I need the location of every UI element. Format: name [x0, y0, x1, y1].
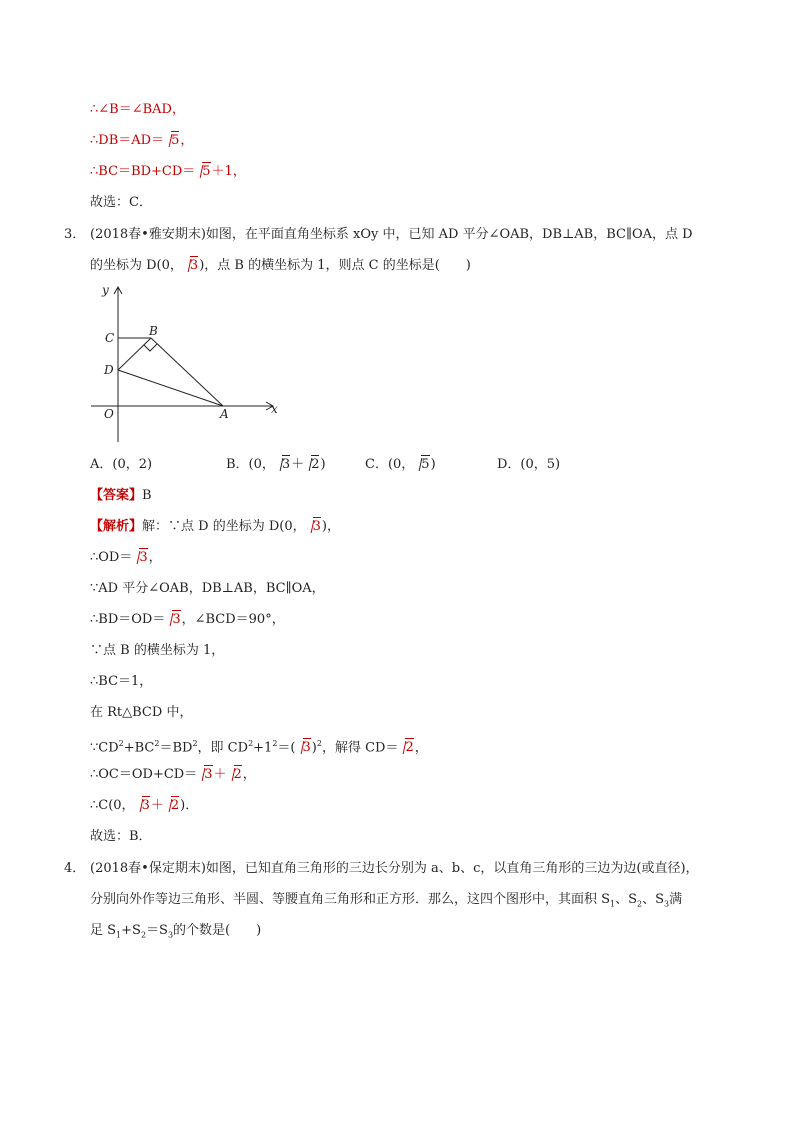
- question-3-text-1: (2018春•雅安期末)如图，在平面直角坐标系 xOy 中，已知 AD 平分∠OAB，DB⊥AB，BC∥OA，点 D: [90, 227, 693, 242]
- sqrt-symbol: 2: [304, 455, 320, 475]
- segment-DB: [118, 338, 151, 370]
- right-angle-mark-icon: [144, 344, 157, 351]
- text: ∴BC＝BD+CD＝: [90, 164, 196, 179]
- sqrt-symbol: 3: [165, 610, 181, 630]
- option-d: D．(0，5): [497, 457, 561, 472]
- question-number: 3．: [64, 227, 86, 242]
- label-A: A: [220, 407, 229, 421]
- label-D: D: [104, 363, 114, 377]
- option-c: C．(0， 5): [365, 455, 436, 475]
- analysis-line-3: ∵AD 平分∠OAB，DB⊥AB，BC∥OA，: [90, 581, 325, 596]
- sqrt-symbol: 3: [306, 517, 322, 537]
- analysis-line-2: ∴OD＝ 3，: [90, 548, 162, 568]
- text: ∴∠B＝∠BAD，: [90, 102, 185, 117]
- sqrt-symbol: 2: [164, 796, 180, 816]
- solution-line-4: [90, 193, 152, 213]
- question-4-text-2: 分别向外作等边三角形、半圆、等腰直角三角形和正方形．那么，这四个图形中，其面积 $S_1$、$S_2$、$S_3$满: [90, 892, 683, 909]
- sqrt-symbol: 3: [296, 738, 312, 758]
- analysis-line-8: $\because CD^2+BC^2=BD^2$，即 $CD^2+1^2=$( 3)$^2$，解得 CD＝ 2，: [90, 734, 428, 758]
- label-y: y: [102, 283, 109, 297]
- text: ∴DB＝AD＝: [90, 133, 165, 148]
- answer-line: [90, 486, 152, 506]
- sqrt-symbol: 2: [398, 738, 414, 758]
- sqrt-symbol: 5: [164, 131, 180, 151]
- label-C: C: [105, 331, 115, 345]
- sqrt-symbol: 3: [135, 796, 151, 816]
- analysis-line-9: ∴OC＝OD+CD＝ 3＋ 2，: [90, 765, 256, 785]
- analysis-line-4: ∴BD＝OD＝ 3，∠BCD＝90°，: [90, 610, 285, 630]
- question-4-text-3: 足 $S_1+S_2=S_3$的个数是( ): [90, 923, 262, 940]
- analysis-line-10: ∴C(0， 3＋ 2)．: [90, 796, 198, 816]
- analysis-line-1: 【解析】解：∵点 D 的坐标为 D(0， 3)，: [90, 517, 340, 537]
- sqrt-symbol: 3: [132, 548, 148, 568]
- analysis-line-5: ∵点 B 的横坐标为 1，: [90, 643, 225, 658]
- analysis-line-6: ∴BC＝1，: [90, 674, 153, 689]
- solution-line-1: [90, 100, 185, 120]
- answer-value: B: [142, 488, 152, 503]
- sqrt-symbol: 5: [195, 162, 211, 182]
- coordinate-figure: [88, 282, 288, 447]
- sqrt-symbol: 3: [275, 455, 291, 475]
- analysis-line-7: 在 Rt△BCD 中，: [90, 705, 193, 720]
- question-3-text-2: 的坐标为 D(0， 3)，点 B 的横坐标为 1，则点 C 的坐标是( ): [90, 256, 471, 276]
- option-a: A．(0，2): [90, 457, 153, 472]
- sqrt-symbol: 2: [227, 765, 243, 785]
- label-x: x: [271, 402, 278, 416]
- text: 故选：C．: [90, 195, 152, 210]
- option-b: B．(0， 3＋ 2): [226, 455, 326, 475]
- segment-DA: [118, 370, 223, 406]
- sqrt-symbol: 3: [197, 765, 213, 785]
- solution-line-3: ∴BC＝BD+CD＝ 5＋1，: [90, 162, 246, 182]
- question-4-text-1: (2018春•保定期末)如图，已知直角三角形的三边长分别为 a、b、c，以直角三角形的三边为边(或直径)，: [90, 861, 699, 876]
- solution-line-2: ∴DB＝AD＝ 5，: [90, 131, 193, 151]
- analysis-line-11: 故选：B．: [90, 829, 152, 844]
- label-B: B: [149, 324, 158, 338]
- segment-BA: [151, 338, 223, 406]
- label-O: O: [104, 407, 114, 421]
- answer-label: 【答案】: [90, 488, 143, 503]
- sqrt-symbol: 3: [183, 256, 199, 276]
- sqrt-symbol: 5: [414, 455, 430, 475]
- question-number: 4．: [64, 861, 86, 876]
